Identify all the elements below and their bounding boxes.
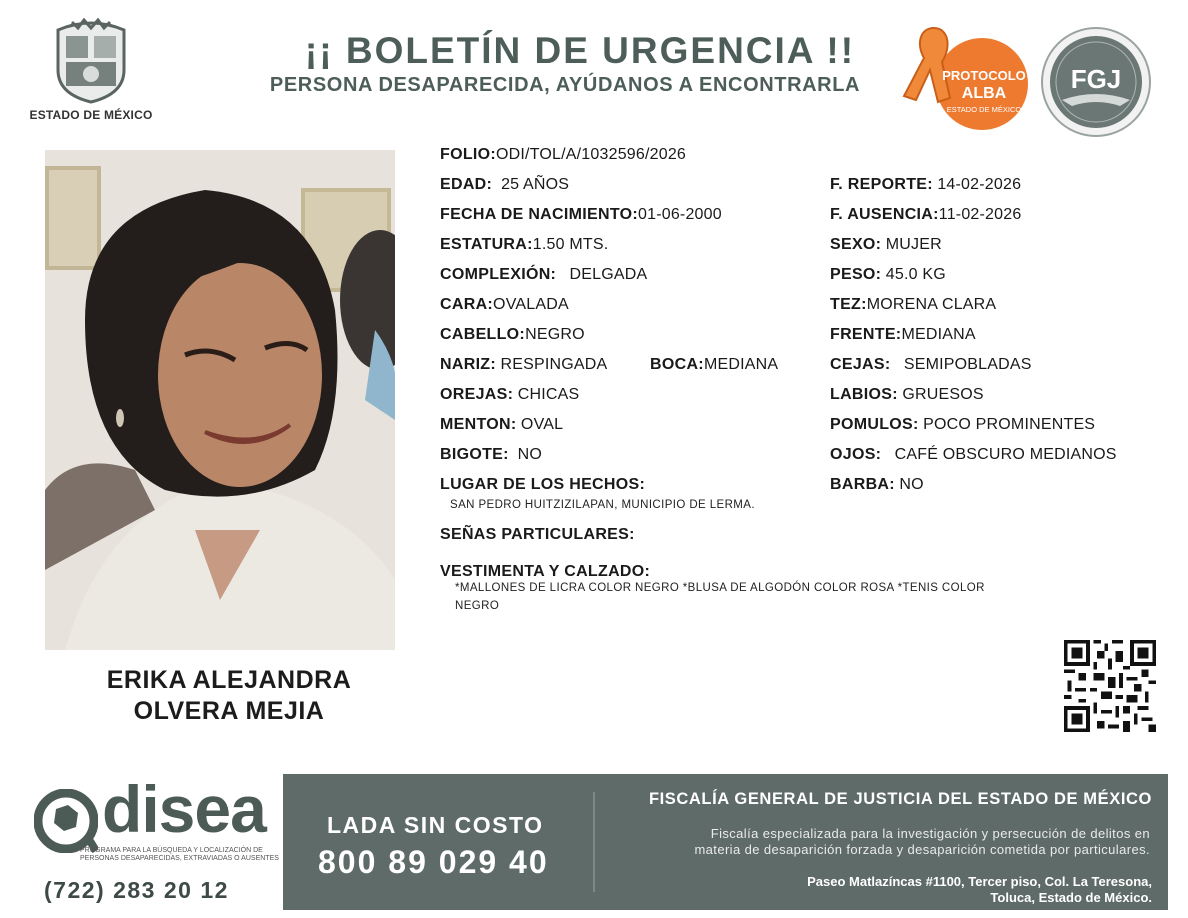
field-edad	[440, 175, 569, 195]
ausencia-value: 11-02-2026	[938, 206, 1022, 223]
name-line-2: OLVERA MEJIA	[133, 697, 325, 725]
fiscalia-name: FISCALÍA GENERAL DE JUSTICIA DEL ESTADO DE MÉXICO	[648, 790, 1152, 808]
field-reporte	[830, 175, 1021, 195]
field-boca	[650, 355, 778, 375]
orejas-value: CHICAS	[517, 386, 580, 403]
field-tez	[830, 295, 996, 315]
field-nariz	[440, 355, 607, 375]
complexion-value: DELGADA	[569, 266, 648, 283]
boca-label: BOCA:	[650, 356, 704, 373]
frente-value: MEDIANA	[901, 326, 976, 343]
fgj-logo	[1040, 26, 1152, 138]
menton-value: OVAL	[520, 416, 564, 433]
field-lugar	[440, 475, 645, 495]
cara-value: OVALADA	[493, 296, 569, 313]
field-cara	[440, 295, 569, 315]
labios-value: GRUESOS	[902, 386, 984, 403]
lada-label: LADA SIN COSTO	[327, 812, 544, 838]
fiscalia-description	[590, 826, 1150, 858]
folio-value: ODI/TOL/A/1032596/2026	[496, 146, 687, 163]
ojos-label: OJOS:	[830, 446, 882, 463]
field-frente	[830, 325, 976, 345]
address-line-1: Paseo Matlazíncas #1100, Tercer piso, Col. La Teresona,	[807, 874, 1152, 889]
cejas-label: CEJAS:	[830, 356, 891, 373]
alba-line2: ALBA	[961, 85, 1007, 102]
nacimiento-value: 01-06-2000	[638, 206, 722, 223]
cara-label: CARA:	[440, 296, 494, 313]
alba-line1: PROTOCOLO	[942, 68, 1026, 83]
odisea-logo	[34, 772, 279, 910]
protocolo-alba-logo	[898, 22, 1030, 134]
edad-value: 25 AÑOS	[501, 176, 570, 193]
reporte-value: 14-02-2026	[937, 176, 1022, 193]
estado-de-mexico-logo	[26, 18, 156, 130]
boca-value: MEDIANA	[703, 356, 779, 373]
estatura-value: 1.50 MTS.	[532, 236, 609, 253]
orejas-label: OREJAS:	[440, 386, 514, 403]
cabello-value: NEGRO	[525, 326, 585, 343]
reporte-label: F. REPORTE:	[830, 176, 933, 193]
nariz-value: RESPINGADA	[500, 356, 608, 373]
menton-label: MENTON:	[440, 416, 517, 433]
field-folio	[440, 145, 686, 165]
bulletin-subtitle: PERSONA DESAPARECIDA, AYÚDANOS A ENCONTRARLA	[269, 74, 861, 96]
peso-value: 45.0 KG	[885, 266, 946, 283]
lugar-label: LUGAR DE LOS HECHOS:	[440, 476, 646, 493]
map-pin-icon	[34, 789, 98, 853]
person-name	[45, 665, 413, 727]
ribbon-icon	[904, 28, 950, 102]
vestimenta-line-1: *MALLONES DE LICRA COLOR NEGRO *BLUSA DE ALGODÓN COLOR ROSA *TENIS COLOR	[455, 582, 985, 594]
pomulos-value: POCO PROMINENTES	[923, 416, 1096, 433]
field-sexo	[830, 235, 942, 255]
field-barba	[830, 475, 924, 495]
field-estatura	[440, 235, 608, 255]
field-menton	[440, 415, 563, 435]
senas-label: SEÑAS PARTICULARES:	[440, 526, 635, 543]
contact-band	[283, 774, 1168, 910]
field-ojos	[830, 445, 1117, 465]
field-bigote	[440, 445, 542, 465]
bulletin-title: ¡¡ BOLETÍN DE URGENCIA !!	[304, 30, 856, 71]
alba-circle-icon	[936, 38, 1028, 130]
person-photo	[45, 150, 395, 650]
fiscalia-desc-line-1: Fiscalía especializada para la investigación y persecución de delitos en	[710, 826, 1150, 841]
estatura-label: ESTATURA:	[440, 236, 533, 253]
barba-value: NO	[899, 476, 924, 493]
field-peso	[830, 265, 946, 285]
sexo-value: MUJER	[885, 236, 942, 253]
bigote-label: BIGOTE:	[440, 446, 509, 463]
alba-line3: ESTADO DE MÉXICO	[946, 105, 1022, 114]
fiscalia-address	[632, 874, 1152, 906]
lugar-value: SAN PEDRO HUITZIZILAPAN, MUNICIPIO DE LERMA.	[450, 499, 755, 511]
sexo-label: SEXO:	[830, 236, 882, 253]
labios-label: LABIOS:	[830, 386, 898, 403]
name-line-1: ERIKA ALEJANDRA	[106, 666, 352, 694]
bigote-value: NO	[517, 446, 543, 463]
vestimenta-label: VESTIMENTA Y CALZADO:	[440, 563, 651, 580]
field-nacimiento	[440, 205, 722, 225]
tez-value: MORENA CLARA	[866, 296, 997, 313]
fiscalia-desc-line-2: materia de desaparición forzada y desaparición cometida por particulares.	[694, 842, 1150, 857]
complexion-label: COMPLEXIÓN:	[440, 266, 557, 283]
coat-of-arms-icon	[52, 18, 130, 104]
edad-label: EDAD:	[440, 176, 493, 193]
odisea-description: PROGRAMA PARA LA BÚSQUEDA Y LOCALIZACIÓN DE PERSONAS DESAPARECIDAS, EXTRAVIADAS O AUSENTES	[80, 847, 279, 862]
state-caption: ESTADO DE MÉXICO	[29, 108, 153, 122]
qr-code[interactable]	[1064, 640, 1156, 732]
frente-label: FRENTE:	[830, 326, 902, 343]
barba-label: BARBA:	[830, 476, 895, 493]
field-ausencia	[830, 205, 1021, 225]
vestimenta-line-2: NEGRO	[455, 600, 500, 612]
odisea-wordmark: disea	[102, 772, 266, 846]
address-line-2: Toluca, Estado de México.	[990, 890, 1152, 905]
odisea-phone[interactable]: (722) 283 20 12	[44, 877, 229, 903]
field-orejas	[440, 385, 579, 405]
nariz-label: NARIZ:	[440, 356, 497, 373]
cabello-label: CABELLO:	[440, 326, 526, 343]
peso-label: PESO:	[830, 266, 882, 283]
field-complexion	[440, 265, 647, 285]
ausencia-label: F. AUSENCIA:	[830, 206, 939, 223]
field-labios	[830, 385, 984, 405]
fgj-text: FGJ	[1070, 64, 1122, 94]
cejas-value: SEMIPOBLADAS	[903, 356, 1032, 373]
pomulos-label: POMULOS:	[830, 416, 919, 433]
field-cabello	[440, 325, 585, 345]
ojos-value: CAFÉ OBSCURO MEDIANOS	[894, 446, 1117, 463]
tez-label: TEZ:	[830, 296, 867, 313]
field-senas	[440, 525, 635, 545]
folio-label: FOLIO:	[440, 146, 497, 163]
lada-number[interactable]: 800 89 029 40	[318, 844, 549, 880]
field-pomulos	[830, 415, 1095, 435]
field-cejas	[830, 355, 1032, 375]
nacimiento-label: FECHA DE NACIMIENTO:	[440, 206, 638, 223]
